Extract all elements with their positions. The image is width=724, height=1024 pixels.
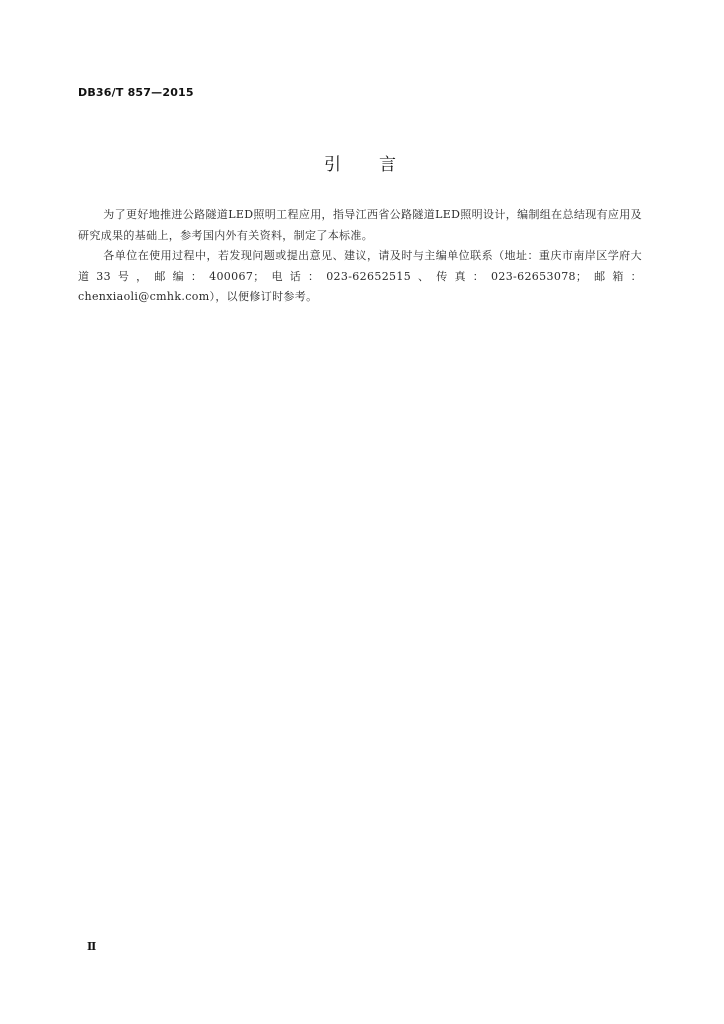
foreword-paragraph-2: 各单位在使用过程中，若发现问题或提出意见、建议，请及时与主编单位联系（地址：重庆市南岸区学府大道33号，邮编：400067；电话：023-62652515、传真：023-62653078；邮箱：chenxiaoli@cmhk.com），以便修订时参考。 [78, 249, 642, 303]
foreword-body [78, 205, 642, 308]
page-number: Ⅱ [87, 940, 97, 953]
standard-code: DB36/T 857—2015 [78, 86, 194, 99]
page-title: 引言 [324, 155, 434, 175]
foreword-paragraph-1: 为了更好地推进公路隧道LED照明工程应用，指导江西省公路隧道LED照明设计，编制组在总结现有应用及研究成果的基础上，参考国内外有关资料，制定了本标准。 [78, 208, 642, 242]
